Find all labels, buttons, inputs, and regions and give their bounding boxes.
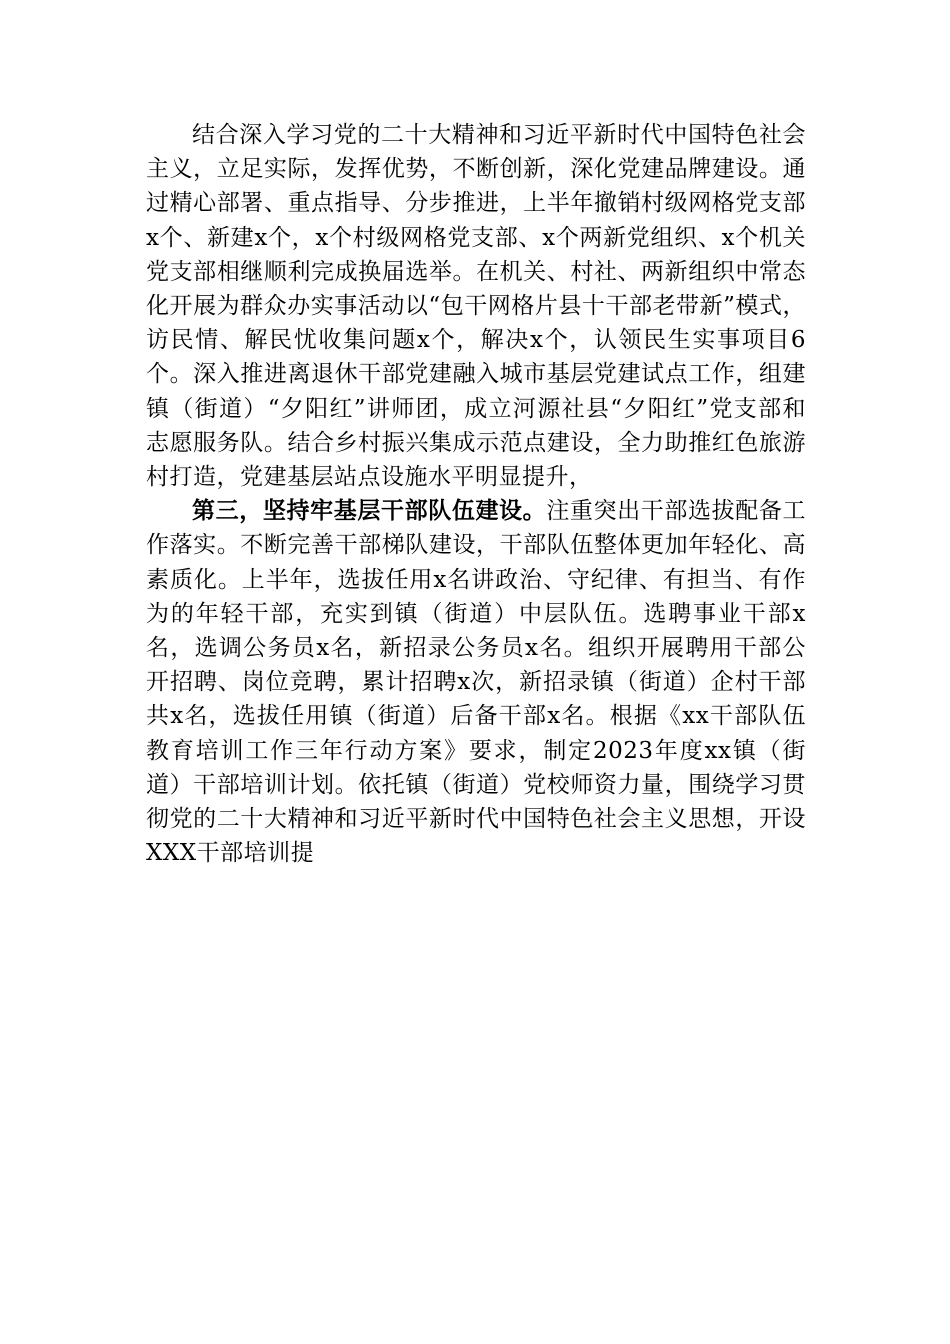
paragraph-text: 结合深入学习党的二十大精神和习近平新时代中国特色社会主义，立足实际，发挥优势，不断创新，深化党建品牌建设。通过精心部署、重点指导、分步推进，上半年撤销村级网格党支部x个、新建x个，x个村级网格党支部、x个两新党组织、x个机关党支部相继顺利完成换届选举。在机关、村社、两新组织中常态化开展为群众办实事活动以“包干网格片县十干部老带新”模式，访民情、解民忧收集问题x个，解决x个，认领民生实事项目6个。深入推进离退休干部党建融入城市基层党建试点工作，组建镇（街道）“夕阳红”讲师团，成立河源社县“夕阳红”党支部和志愿服务队。结合乡村振兴集成示范点建设，全力助推红色旅游村打造，党建基层站点设施水平明显提升， bbox=[146, 122, 806, 491]
paragraph-lead-heading: 第三，坚持牢基层干部队伍建设。 bbox=[192, 497, 547, 525]
document-body bbox=[146, 118, 806, 870]
paragraph-cadre-team bbox=[146, 494, 806, 870]
paragraph-party-building bbox=[146, 118, 806, 494]
paragraph-text: 注重突出干部选拔配备工作落实。不断完善干部梯队建设，干部队伍整体更加年轻化、高素质化。上半年，选拔任用x名讲政治、守纪律、有担当、有作为的年轻干部，充实到镇（街道）中层队伍。选聘事业干部x名，选调公务员x名，新招录公务员x名。组织开展聘用干部公开招聘、岗位竞聘，累计招聘x次，新招录镇（街道）企村干部共x名，选拔任用镇（街道）后备干部x名。根据《xx干部队伍教育培训工作三年行动方案》要求，制定2023年度xx镇（街道）干部培训计划。依托镇（街道）党校师资力量，围绕学习贯彻党的二十大精神和习近平新时代中国特色社会主义思想，开设XXX干部培训提 bbox=[146, 498, 807, 867]
